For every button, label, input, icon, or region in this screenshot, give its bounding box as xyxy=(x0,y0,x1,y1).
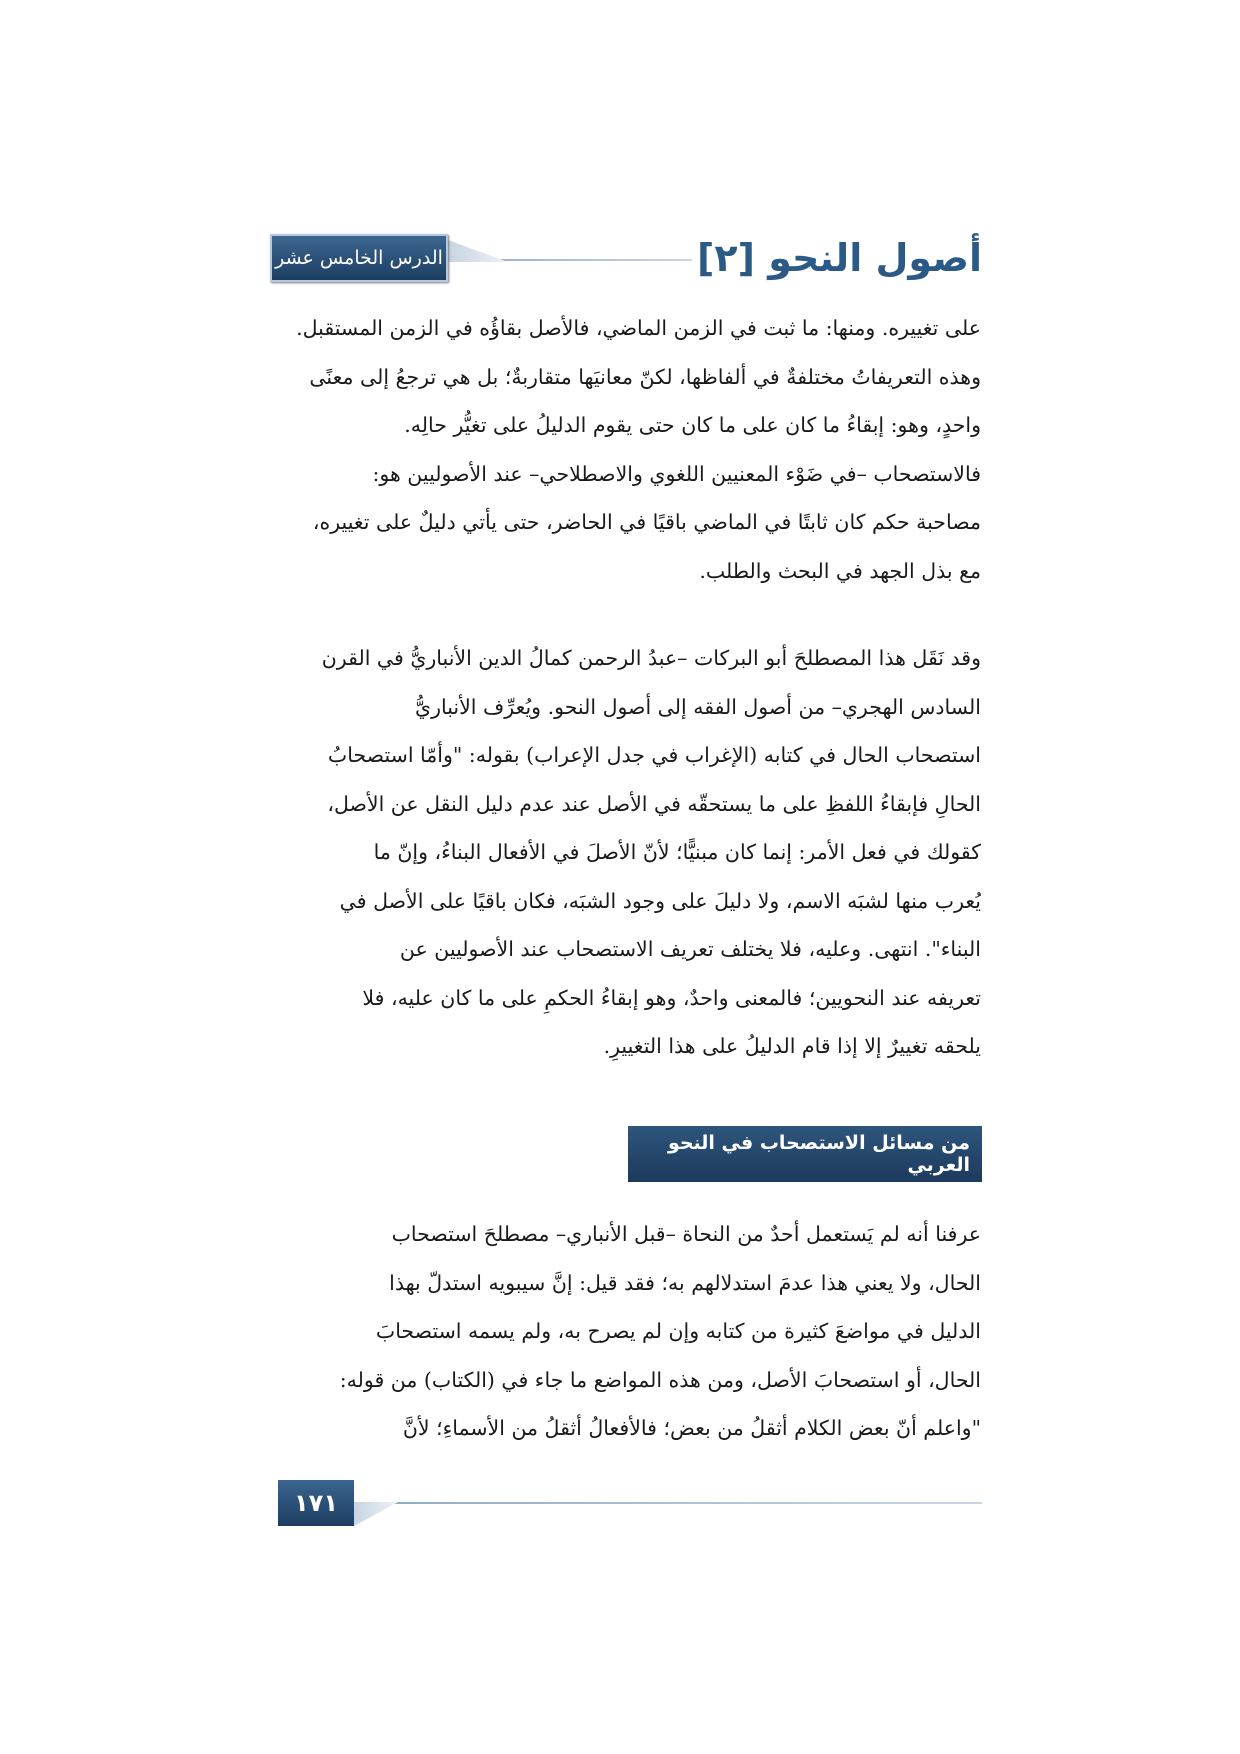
body-line: "واعلم أنّ بعض الكلام أثقلُ من بعض؛ فالأفعالُ أثقلُ من الأسماءِ؛ لأنَّ xyxy=(402,1416,981,1440)
body-line: الحال، ولا يعني هذا عدمَ استدلالهم به؛ فقد قيل: إنَّ سيبويه استدلّ بهذا xyxy=(389,1270,981,1295)
body-line: البناء". انتهى. وعليه، فلا يختلف تعريف الاستصحاب عند الأصوليين عن xyxy=(399,937,981,961)
body-line: استصحاب الحال في كتابه (الإغراب في جدل الإعراب) بقوله: "وأمّا استصحابُ xyxy=(327,743,981,767)
page-footer xyxy=(278,1480,982,1532)
body-line: تعريفه عند النحويين؛ فالمعنى واحدٌ، وهو إبقاءُ الحكمِ على ما كان عليه، فلا xyxy=(362,985,981,1010)
section-heading xyxy=(628,1126,982,1182)
body-line: يلحقه تغييرٌ إلا إذا قام الدليلُ على هذا التغييرِ. xyxy=(603,1034,981,1058)
lesson-label: الدرس الخامس عشر xyxy=(275,247,443,269)
chapter-title: أصول النحو [٢] xyxy=(697,236,982,280)
body-line: على تغييره. ومنها: ما ثبت في الزمن الماضي، فالأصل بقاؤُه في الزمن المستقبل. xyxy=(296,316,981,340)
page-number: ١٧١ xyxy=(278,1480,354,1526)
body-line: وهذه التعريفاتُ مختلفةٌ في ألفاظها، لكنّ معانيَها متقاربةٌ؛ بل هي ترجعُ إلى معنًى xyxy=(309,364,981,389)
body-line: عرفنا أنه لم يَستعمل أحدٌ من النحاة –قبل الأنباري– مصطلحَ استصحاب xyxy=(391,1222,981,1246)
footer-rule xyxy=(354,1502,982,1504)
body-line: يُعرب منها لشبَه الاسم، ولا دليلَ على وجود الشبَه، فكان باقيًا على الأصل في xyxy=(339,888,981,913)
body-line: الحال، أو استصحابَ الأصل، ومن هذه المواضع ما جاء في (الكتاب) من قوله: xyxy=(339,1367,981,1392)
section-1-body xyxy=(268,304,981,595)
body-line: السادس الهجري– من أصول الفقه إلى أصول النحو. ويُعرِّف الأنباريُّ xyxy=(415,694,981,719)
section-2-body xyxy=(268,1210,981,1453)
body-line: كقولك في فعل الأمر: إنما كان مبنيًّا؛ لأنّ الأصلَ في الأفعال البناءُ، وإنّ ما xyxy=(373,840,981,864)
body-line: وقد نَقَل هذا المصطلحَ أبو البركات –عبدُ الرحمن كمالُ الدين الأنباريُّ في القرن xyxy=(321,646,981,670)
footer-wedge xyxy=(354,1502,398,1526)
body-line: مصاحبة حكم كان ثابتًا في الماضي باقيًا في الحاضر، حتى يأتي دليلٌ على تغييره، xyxy=(312,510,981,534)
body-line: الحالِ فإبقاءُ اللفظِ على ما يستحقّه في الأصل عند عدم دليل النقل عن الأصل، xyxy=(327,791,981,816)
section-1-body-2 xyxy=(268,634,981,1071)
section-heading-text: من مسائل الاستصحاب في النحو العربي xyxy=(667,1132,970,1176)
header-wedge xyxy=(448,240,508,262)
body-line: فالاستصحاب –في ضَوْء المعنيين اللغوي والاصطلاحي– عند الأصوليين هو: xyxy=(372,461,981,486)
section-heading-box xyxy=(628,1126,982,1182)
lesson-badge xyxy=(270,234,448,282)
body-line: الدليل في مواضعَ كثيرة من كتابه وإن لم يصرح به، ولم يسمه استصحابَ xyxy=(375,1319,981,1343)
chapter-header xyxy=(270,230,982,290)
body-line: واحدٍ، وهو: إبقاءُ ما كان على ما كان حتى يقوم الدليلُ على تغيُّر حالِه. xyxy=(404,413,981,437)
body-line: مع بذل الجهد في البحث والطلب. xyxy=(699,558,981,583)
